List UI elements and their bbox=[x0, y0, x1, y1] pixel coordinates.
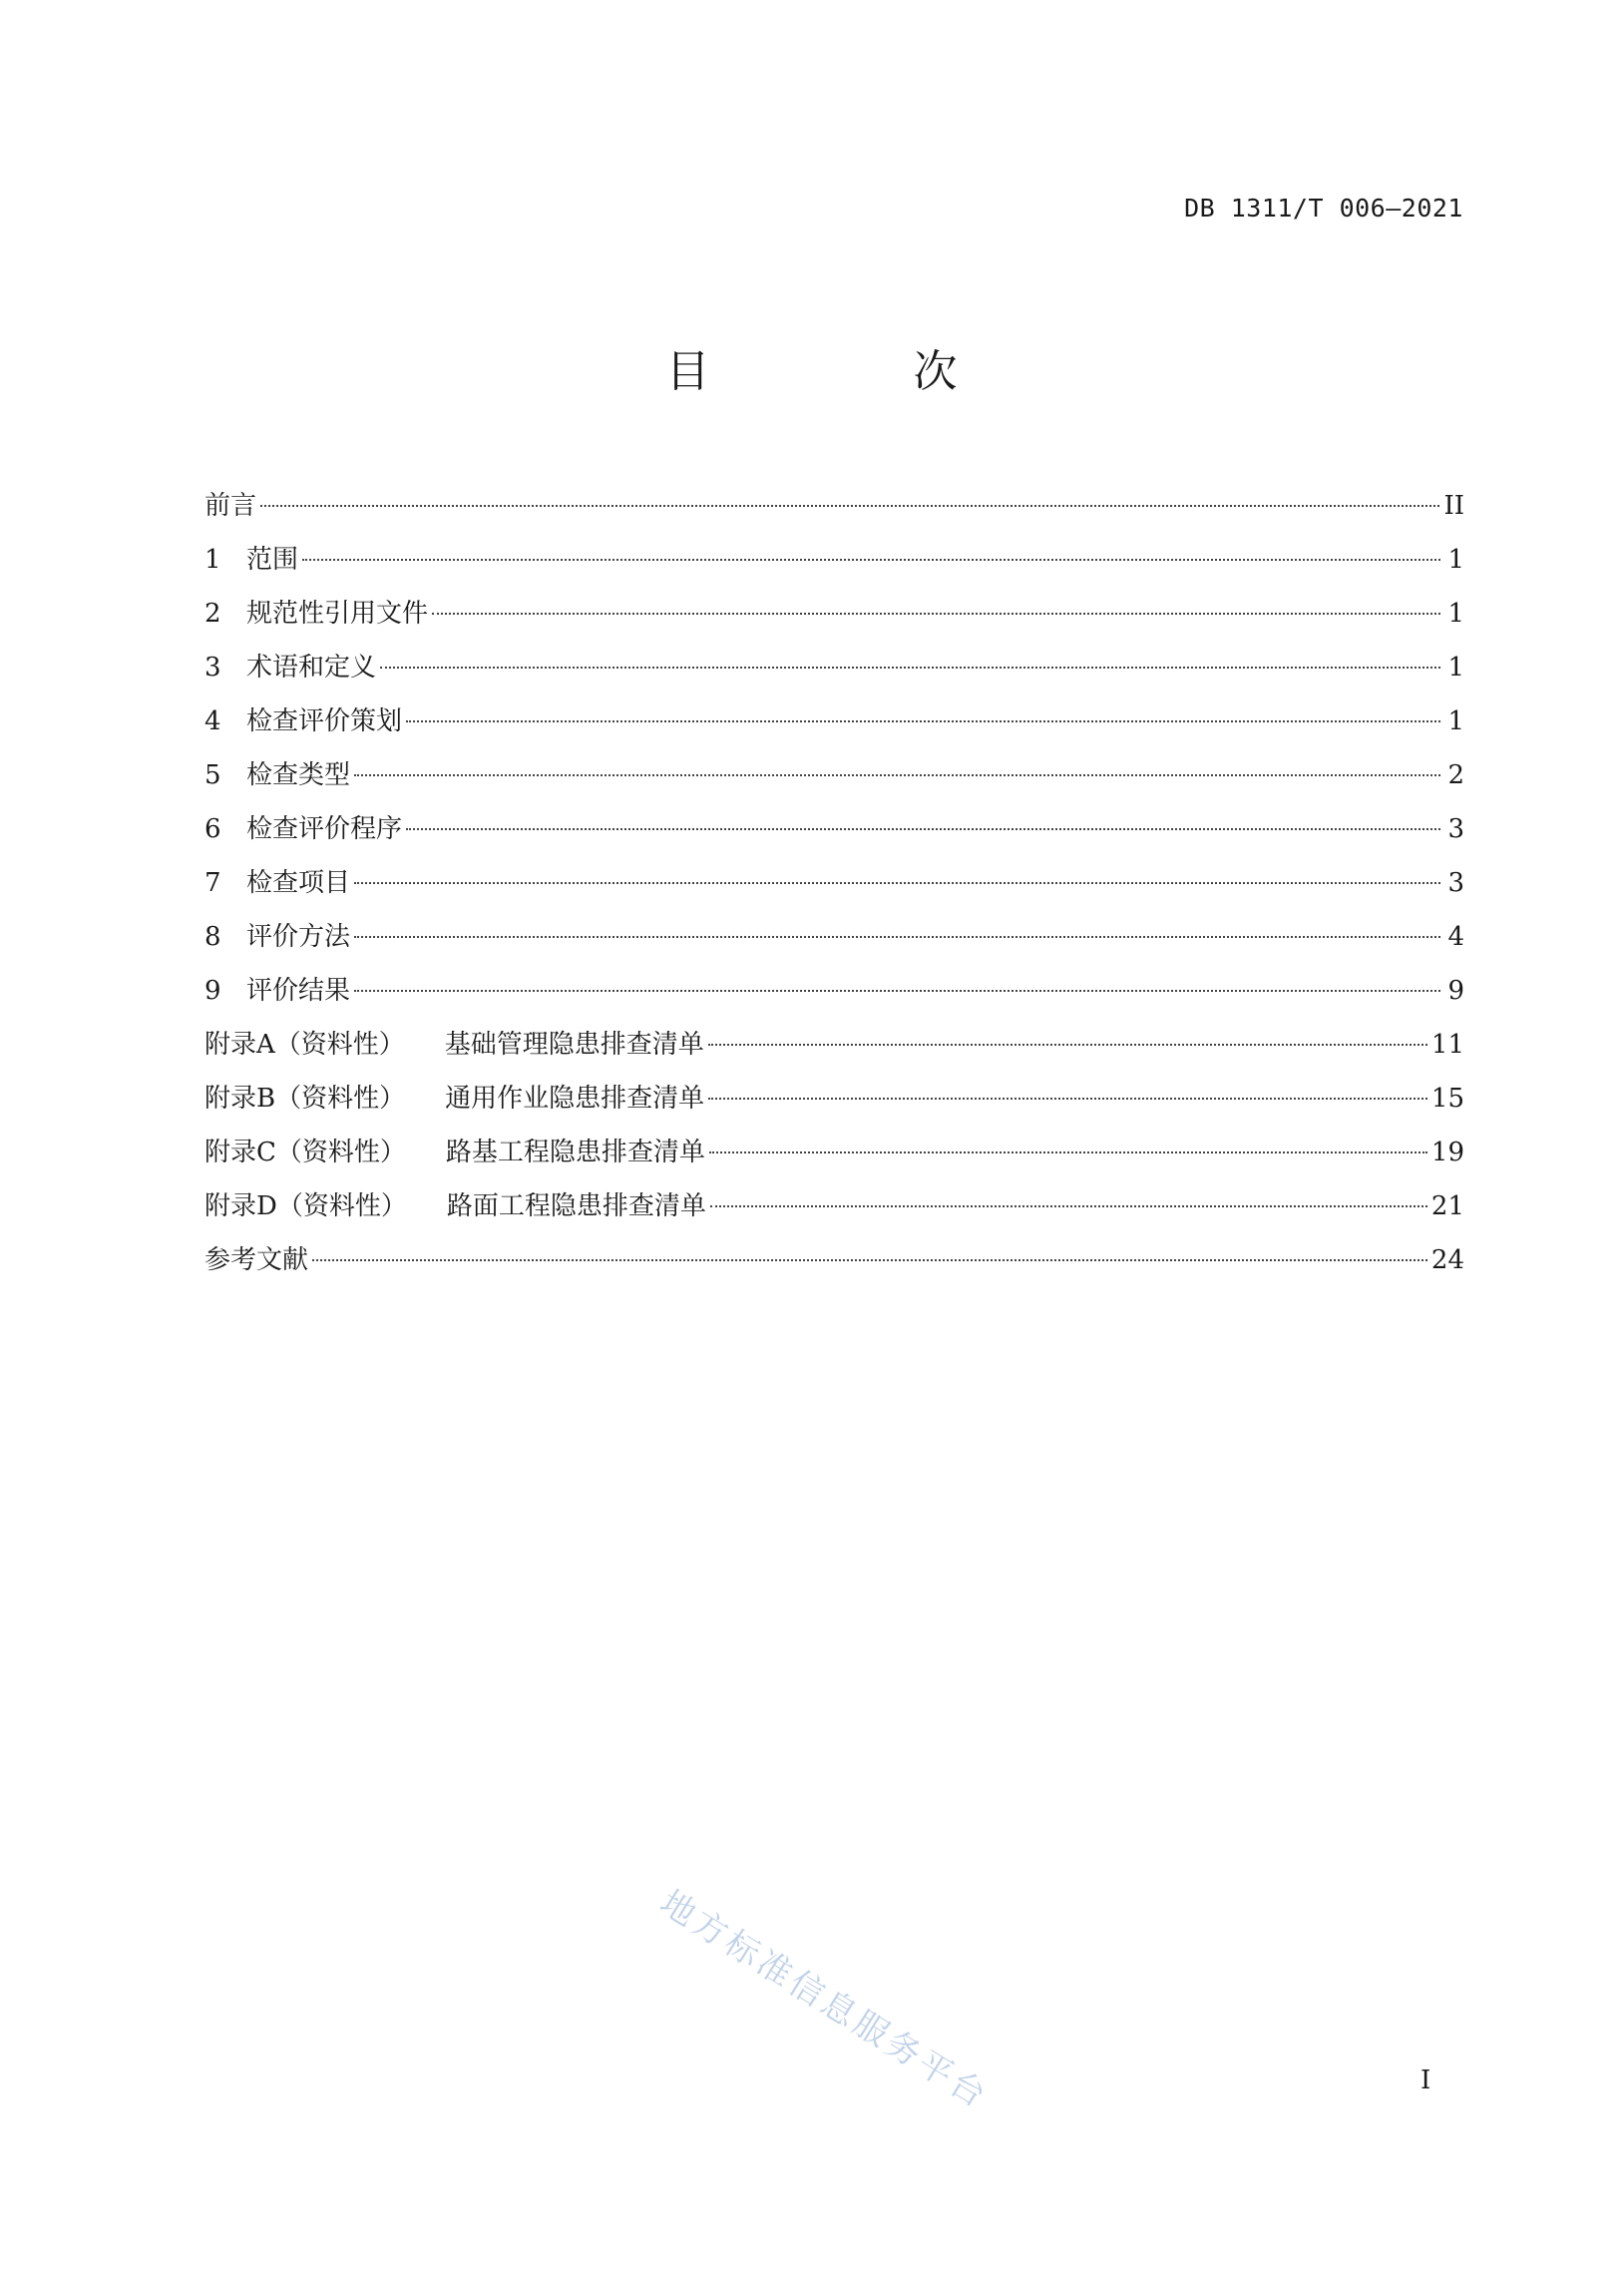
toc-leader-dots bbox=[302, 559, 1440, 561]
toc-entry-page: 11 bbox=[1430, 1030, 1464, 1060]
toc-leader-dots bbox=[380, 667, 1440, 669]
toc-entry-label: 检查评价策划 bbox=[246, 706, 403, 736]
appendix-title: 路基工程隐患排查清单 bbox=[445, 1138, 705, 1167]
toc-entry-number: 7 bbox=[204, 868, 221, 898]
toc-entry-page: 3 bbox=[1447, 814, 1464, 844]
toc-entry-page: 9 bbox=[1447, 976, 1464, 1006]
toc-leader-dots bbox=[708, 1098, 1427, 1100]
watermark: 地方标准信息服务平台 bbox=[652, 1882, 997, 2118]
toc-entry-number: 8 bbox=[204, 922, 221, 952]
toc-entry-number: 5 bbox=[204, 760, 221, 790]
document-code: DB 1311/T 006—2021 bbox=[1184, 194, 1463, 223]
toc-entry-appendix-a[interactable] bbox=[204, 1018, 1464, 1072]
toc-entry-label: 前言 bbox=[204, 491, 257, 521]
toc-entry-page: 24 bbox=[1430, 1245, 1464, 1275]
toc-leader-dots bbox=[354, 774, 1440, 776]
toc-entry-page: 4 bbox=[1447, 922, 1464, 952]
toc-entry-scope[interactable] bbox=[204, 533, 1464, 587]
toc-entry-evaluation-method[interactable] bbox=[204, 910, 1464, 964]
toc-leader-dots bbox=[406, 828, 1440, 830]
toc-entry-label: 参考文献 bbox=[204, 1245, 309, 1275]
toc-leader-dots bbox=[312, 1259, 1427, 1261]
toc-entry-appendix-c[interactable] bbox=[204, 1126, 1464, 1179]
appendix-designation: 附录C（资料性） bbox=[204, 1138, 406, 1167]
appendix-title: 基础管理隐患排查清单 bbox=[444, 1030, 704, 1060]
toc-entry-label bbox=[204, 1072, 704, 1126]
toc-entry-page: 2 bbox=[1447, 760, 1464, 790]
toc-entry-number: 1 bbox=[204, 545, 221, 575]
toc-entry-page: 1 bbox=[1447, 545, 1464, 575]
appendix-title: 通用作业隐患排查清单 bbox=[445, 1084, 705, 1114]
toc-entry-evaluation-results[interactable] bbox=[204, 964, 1464, 1018]
toc-entry-number: 6 bbox=[204, 814, 221, 844]
toc-entry-label: 检查项目 bbox=[246, 868, 351, 898]
toc-entry-appendix-b[interactable] bbox=[204, 1072, 1464, 1126]
toc-entry-appendix-d[interactable] bbox=[204, 1179, 1464, 1233]
toc-entry-page: II bbox=[1443, 491, 1464, 521]
toc-entry-label: 检查类型 bbox=[246, 760, 351, 790]
toc-entry-page: 21 bbox=[1430, 1191, 1464, 1221]
toc-leader-dots bbox=[710, 1205, 1427, 1207]
toc-entry-terms[interactable] bbox=[204, 641, 1464, 694]
appendix-designation: 附录B（资料性） bbox=[204, 1084, 406, 1114]
toc-entry-foreword[interactable] bbox=[204, 479, 1464, 533]
toc-entry-label: 术语和定义 bbox=[246, 653, 377, 683]
table-of-contents bbox=[204, 479, 1464, 1287]
toc-entry-page: 1 bbox=[1447, 599, 1464, 629]
toc-leader-dots bbox=[354, 990, 1440, 992]
page-title: 目 次 bbox=[665, 346, 1037, 397]
toc-entry-inspection-types[interactable] bbox=[204, 748, 1464, 802]
toc-entry-number: 9 bbox=[204, 976, 221, 1006]
toc-entry-number: 4 bbox=[204, 706, 221, 736]
toc-entry-label bbox=[204, 1179, 706, 1233]
appendix-title: 路面工程隐患排查清单 bbox=[446, 1191, 706, 1221]
toc-entry-label bbox=[204, 1126, 705, 1179]
toc-entry-page: 15 bbox=[1430, 1084, 1464, 1114]
toc-entry-number: 2 bbox=[204, 599, 221, 629]
toc-leader-dots bbox=[406, 720, 1440, 722]
toc-entry-number: 3 bbox=[204, 653, 221, 683]
appendix-designation: 附录D（资料性） bbox=[204, 1191, 407, 1221]
toc-entry-planning[interactable] bbox=[204, 694, 1464, 748]
toc-entry-page: 19 bbox=[1430, 1138, 1464, 1167]
toc-leader-dots bbox=[354, 936, 1440, 938]
toc-leader-dots bbox=[260, 505, 1439, 507]
toc-entry-bibliography[interactable] bbox=[204, 1233, 1464, 1287]
toc-entry-label: 检查评价程序 bbox=[246, 814, 403, 844]
toc-entry-label: 规范性引用文件 bbox=[246, 599, 429, 629]
toc-entry-inspection-items[interactable] bbox=[204, 856, 1464, 910]
appendix-designation: 附录A（资料性） bbox=[204, 1030, 405, 1060]
toc-entry-label bbox=[204, 1018, 704, 1072]
toc-leader-dots bbox=[708, 1044, 1427, 1046]
toc-entry-page: 3 bbox=[1447, 868, 1464, 898]
toc-entry-label: 评价结果 bbox=[246, 976, 351, 1006]
toc-entry-procedure[interactable] bbox=[204, 802, 1464, 856]
toc-entry-page: 1 bbox=[1447, 653, 1464, 683]
toc-leader-dots bbox=[709, 1151, 1427, 1153]
toc-leader-dots bbox=[354, 882, 1440, 884]
toc-entry-page: 1 bbox=[1447, 706, 1464, 736]
toc-entry-label: 评价方法 bbox=[246, 922, 351, 952]
toc-entry-normative-references[interactable] bbox=[204, 587, 1464, 641]
toc-entry-label: 范围 bbox=[246, 545, 299, 575]
page-number: I bbox=[1420, 2066, 1431, 2095]
toc-leader-dots bbox=[432, 613, 1440, 615]
